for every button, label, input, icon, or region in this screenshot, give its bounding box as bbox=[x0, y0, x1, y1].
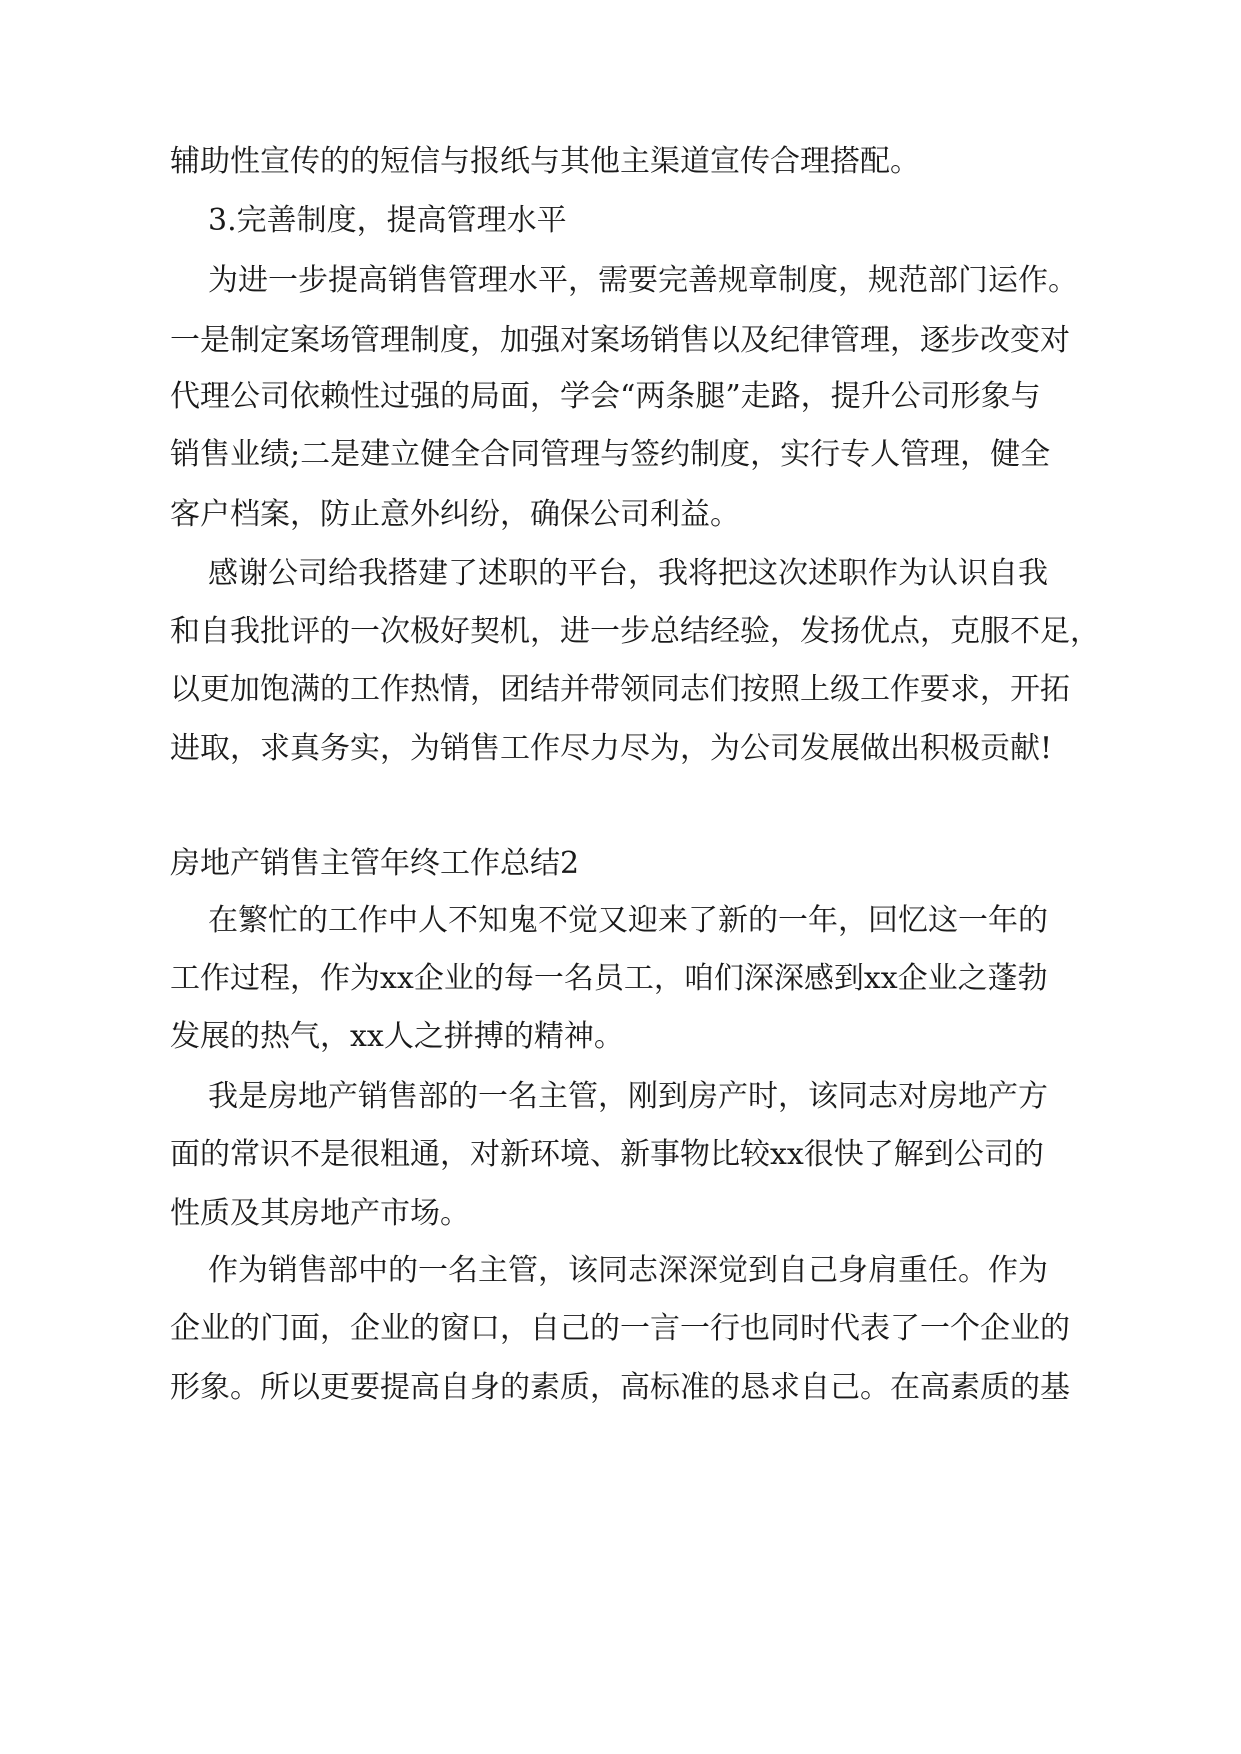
text-line bbox=[0, 131, 1241, 193]
text-line bbox=[0, 1066, 1241, 1128]
section-heading-text: 3.完善制度，提高管理水平 bbox=[208, 203, 567, 238]
text-line-content: 形象。所以更要提高自身的素质，高标准的恳求自己。在高素质的基 bbox=[170, 1370, 1070, 1405]
text-line-content: 企业的门面，企业的窗口，自己的一言一行也同时代表了一个企业的 bbox=[170, 1311, 1070, 1346]
document-heading-text: 房地产销售主管年终工作总结2 bbox=[170, 846, 580, 881]
text-line-content: 性质及其房地产市场。 bbox=[170, 1196, 470, 1231]
text-line bbox=[0, 1124, 1241, 1186]
text-line-content: 在繁忙的工作中人不知鬼不觉又迎来了新的一年，回忆这一年的 bbox=[208, 903, 1048, 938]
text-line bbox=[0, 543, 1241, 605]
text-line-content: 我是房地产销售部的一名主管，刚到房产时，该同志对房地产方 bbox=[208, 1079, 1048, 1114]
text-line bbox=[0, 310, 1241, 372]
section-heading bbox=[0, 190, 1241, 252]
text-line bbox=[0, 1298, 1241, 1360]
text-line-content: 工作过程，作为xx企业的每一名员工，咱们深深感到xx企业之蓬勃 bbox=[170, 961, 1048, 996]
text-line-content: 客户档案，防止意外纠纷，确保公司利益。 bbox=[170, 497, 740, 532]
text-line-content: 为进一步提高销售管理水平，需要完善规章制度，规范部门运作。 bbox=[208, 263, 1078, 298]
text-line-content: 一是制定案场管理制度，加强对案场销售以及纪律管理，逐步改变对 bbox=[170, 323, 1070, 358]
text-line bbox=[0, 1006, 1241, 1068]
text-line-content: 感谢公司给我搭建了述职的平台，我将把这次述职作为认识自我 bbox=[208, 556, 1048, 591]
text-line-content: 和自我批评的一次极好契机，进一步总结经验，发扬优点，克服不足， bbox=[170, 614, 1100, 649]
text-line bbox=[0, 1240, 1241, 1302]
text-line-content: 以更加饱满的工作热情，团结并带领同志们按照上级工作要求，开拓 bbox=[170, 672, 1070, 707]
text-line bbox=[0, 424, 1241, 486]
text-line-content: 作为销售部中的一名主管，该同志深深觉到自己身肩重任。作为 bbox=[208, 1253, 1048, 1288]
text-line bbox=[0, 601, 1241, 663]
text-line bbox=[0, 948, 1241, 1010]
text-line bbox=[0, 718, 1241, 780]
text-line-content: 销售业绩;二是建立健全合同管理与签约制度，实行专人管理，健全 bbox=[170, 437, 1051, 472]
text-line bbox=[0, 250, 1241, 312]
text-line bbox=[0, 366, 1241, 428]
text-line-content: 进取，求真务实，为销售工作尽力尽为，为公司发展做出积极贡献! bbox=[170, 731, 1053, 766]
text-line bbox=[0, 1357, 1241, 1419]
document-heading bbox=[0, 833, 1241, 895]
text-line bbox=[0, 890, 1241, 952]
text-line-content: 面的常识不是很粗通，对新环境、新事物比较xx很快了解到公司的 bbox=[170, 1137, 1044, 1172]
text-line bbox=[0, 484, 1241, 546]
text-line-content: 发展的热气，xx人之拼搏的精神。 bbox=[170, 1019, 624, 1054]
text-line bbox=[0, 1183, 1241, 1245]
text-line-content: 代理公司依赖性过强的局面，学会“两条腿”走路，提升公司形象与 bbox=[170, 379, 1041, 414]
text-line-content: 辅助性宣传的的短信与报纸与其他主渠道宣传合理搭配。 bbox=[170, 144, 920, 179]
text-line bbox=[0, 659, 1241, 721]
